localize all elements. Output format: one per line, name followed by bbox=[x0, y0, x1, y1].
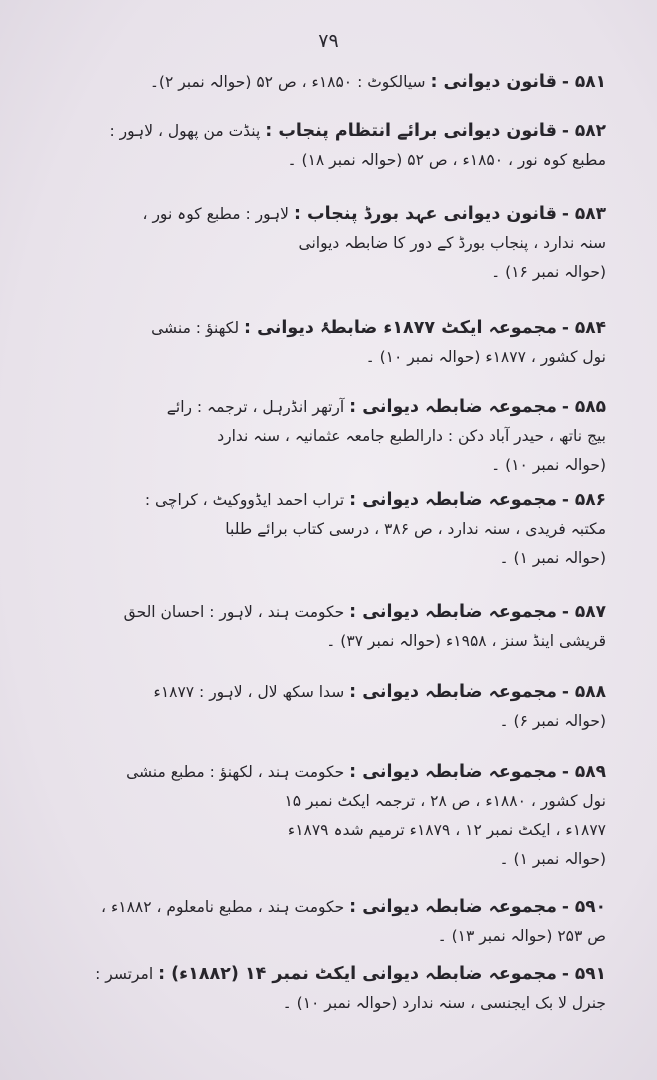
entry-title: قانون دیوانی عہد بورڈ پنجاب : bbox=[293, 204, 557, 224]
entry-title: مجموعہ ضابطہ دیوانی : bbox=[349, 490, 557, 510]
entry-text: حکومت ہند ، لکھنؤ : مطبع منشی bbox=[126, 763, 345, 781]
entry-text: پنڈت من پھول ، لاہور : bbox=[109, 122, 261, 140]
entry-first-line bbox=[46, 678, 606, 707]
entry-first-line bbox=[46, 117, 606, 146]
entry-first-line bbox=[46, 960, 606, 989]
entry-line: جنرل لا بک ایجنسی ، سنہ ندارد (حوالہ نمبر ۱۰) ۔ bbox=[282, 994, 606, 1012]
entry-first-line bbox=[46, 598, 606, 627]
entry-line: بیج ناتھ ، حیدر آباد دکن : دارالطبع جامعہ عثمانیہ ، سنہ ندارد bbox=[217, 427, 606, 445]
entry-first-line bbox=[46, 893, 606, 922]
entry-text: امرتسر : bbox=[95, 965, 154, 983]
entry-text: تراب احمد ایڈووکیٹ ، کراچی : bbox=[144, 491, 345, 509]
entry-581 bbox=[46, 68, 606, 97]
entry-first-line bbox=[46, 393, 606, 422]
entry-586 bbox=[46, 486, 606, 573]
entry-line: سنہ ندارد ، پنجاب بورڈ کے دور کا ضابطہ دیوانی bbox=[298, 234, 606, 252]
entry-title: مجموعہ ضابطہ دیوانی : bbox=[349, 602, 557, 622]
entry-588 bbox=[46, 678, 606, 736]
entry-line: مطبع کوہ نور ، ۱۸۵۰ء ، ص ۵۲ (حوالہ نمبر ۱۸) ۔ bbox=[287, 151, 606, 169]
entry-text: حکومت ہند ، مطبع نامعلوم ، ۱۸۸۲ء ، bbox=[101, 898, 345, 916]
entry-title: مجموعہ ضابطہ دیوانی : bbox=[349, 762, 557, 782]
entry-text: حکومت ہند ، لاہور : احسان الحق bbox=[123, 603, 345, 621]
entry-first-line bbox=[46, 200, 606, 229]
entry-title: مجموعہ ضابطہ دیوانی ایکٹ نمبر ۱۴ (۱۸۸۲ء) : bbox=[158, 964, 557, 984]
entry-title: قانون دیوانی برائے انتظام پنجاب : bbox=[265, 121, 557, 141]
entry-number: ۵۸۲ - bbox=[561, 121, 606, 141]
entry-text: سدا سکھ لال ، لاہور : ۱۸۷۷ء bbox=[153, 683, 345, 701]
page-number: ۷۹ bbox=[318, 30, 339, 52]
entry-first-line bbox=[46, 758, 606, 787]
entry-line: مکتبہ فریدی ، سنہ ندارد ، ص ۳۸۶ ، درسی کتاب برائے طلبا bbox=[225, 520, 606, 538]
entry-title: مجموعہ ضابطہ دیوانی : bbox=[349, 682, 557, 702]
entry-title: مجموعہ ضابطہ دیوانی : bbox=[349, 397, 557, 417]
entry-line: قریشی اینڈ سنز ، ۱۹۵۸ء (حوالہ نمبر ۳۷) ۔ bbox=[326, 632, 606, 650]
entry-582 bbox=[46, 117, 606, 175]
entry-text: لاہور : مطبع کوہ نور ، bbox=[142, 205, 290, 223]
entry-first-line bbox=[46, 68, 606, 97]
entry-583 bbox=[46, 200, 606, 287]
entry-title: قانون دیوانی : bbox=[430, 72, 557, 92]
entry-number: ۵۸۵ - bbox=[561, 397, 606, 417]
entry-line: نول کشور ، ۱۸۸۰ء ، ص ۲۸ ، ترجمہ ایکٹ نمبر ۱۵ bbox=[284, 792, 606, 810]
entry-line: (حوالہ نمبر ۱) ۔ bbox=[499, 549, 606, 567]
entry-first-line bbox=[46, 486, 606, 515]
entry-number: ۵۹۱ - bbox=[561, 964, 606, 984]
entry-number: ۵۸۷ - bbox=[561, 602, 606, 622]
entry-line: ص ۲۵۳ (حوالہ نمبر ۱۳) ۔ bbox=[437, 927, 606, 945]
entry-number: ۵۸۶ - bbox=[561, 490, 606, 510]
entry-591 bbox=[46, 960, 606, 1018]
entry-number: ۵۸۹ - bbox=[561, 762, 606, 782]
entry-title: مجموعہ ایکٹ ۱۸۷۷ء ضابطۂ دیوانی : bbox=[244, 318, 557, 338]
entry-number: ۵۹۰ - bbox=[561, 897, 606, 917]
entry-line: (حوالہ نمبر ۱۶) ۔ bbox=[491, 263, 606, 281]
entry-number: ۵۸۳ - bbox=[561, 204, 606, 224]
entry-590 bbox=[46, 893, 606, 951]
entry-line: (حوالہ نمبر ۱) ۔ bbox=[499, 850, 606, 868]
entry-line: (حوالہ نمبر ۱۰) ۔ bbox=[491, 456, 606, 474]
entry-587 bbox=[46, 598, 606, 656]
entry-number: ۵۸۱ - bbox=[561, 72, 606, 92]
entry-text: سیالکوٹ : ۱۸۵۰ء ، ص ۵۲ (حوالہ نمبر ۲)۔ bbox=[149, 73, 426, 91]
entry-line: ۱۸۷۷ء ، ایکٹ نمبر ۱۲ ، ۱۸۷۹ء ترمیم شدہ ۱۸۷۹ء bbox=[287, 821, 606, 839]
entry-first-line bbox=[46, 314, 606, 343]
entry-number: ۵۸۸ - bbox=[561, 682, 606, 702]
entry-585 bbox=[46, 393, 606, 480]
entry-line: نول کشور ، ۱۸۷۷ء (حوالہ نمبر ۱۰) ۔ bbox=[365, 348, 606, 366]
entry-line: (حوالہ نمبر ۶) ۔ bbox=[499, 712, 606, 730]
entry-text: لکھنؤ : منشی bbox=[151, 319, 240, 337]
entry-text: آرتھر انڈرہل ، ترجمہ : رائے bbox=[166, 398, 345, 416]
entry-584 bbox=[46, 314, 606, 372]
entry-589 bbox=[46, 758, 606, 874]
entry-title: مجموعہ ضابطہ دیوانی : bbox=[349, 897, 557, 917]
entry-number: ۵۸۴ - bbox=[561, 318, 606, 338]
